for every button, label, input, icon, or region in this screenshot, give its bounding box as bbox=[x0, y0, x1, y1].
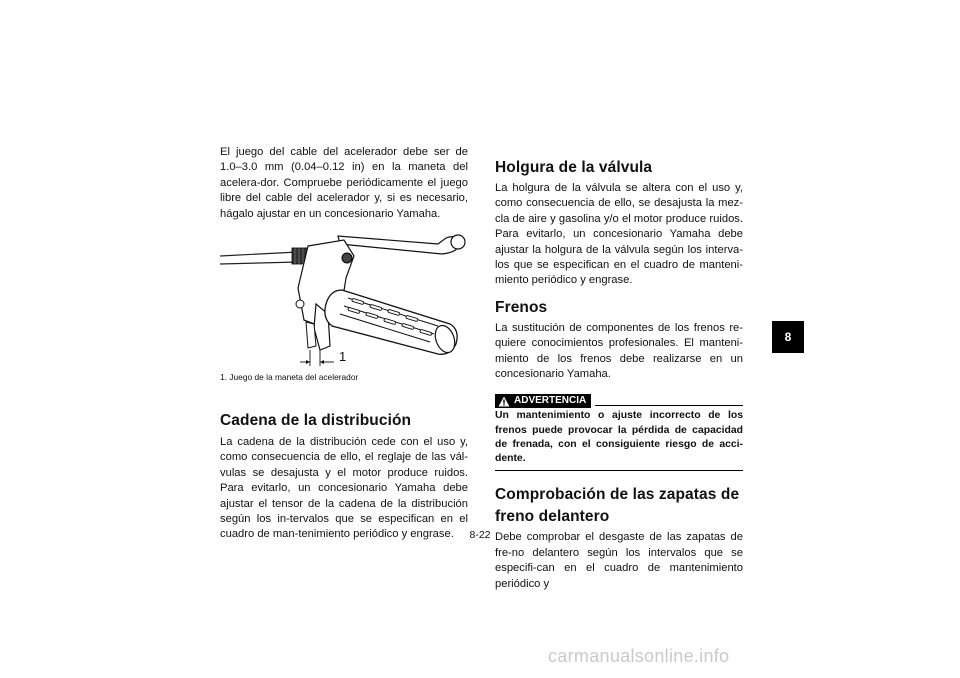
warning-header bbox=[495, 393, 743, 409]
watermark: carmanualsonline.info bbox=[548, 646, 730, 666]
brakes-heading: Frenos bbox=[495, 298, 548, 316]
valve-clearance-paragraph: La holgura de la válvula se altera con el uso y, como consecuencia de ello, se desajusta la mez-cla de aire y gasolina y/o el motor produce ruidos. Para evitarlo, un concesionario Yamaha debe ajustar la holgura de la válvula según los interva-los que se especifican en el cuadro de manteni-miento periódico y engrase. bbox=[495, 182, 743, 287]
warning-triangle-icon bbox=[498, 396, 510, 407]
brake-pads-heading: Comprobación de las zapatas de freno delantero bbox=[495, 486, 740, 526]
right-column bbox=[495, 158, 743, 592]
page-number: 8-22 bbox=[469, 529, 491, 541]
section-tab: 8 bbox=[772, 321, 804, 353]
throttle-lever-illustration bbox=[220, 234, 468, 366]
warning-badge bbox=[495, 394, 591, 408]
timing-chain-heading: Cadena de la distribución bbox=[220, 412, 412, 430]
figure-callout-label: 1 bbox=[339, 349, 347, 365]
left-column bbox=[220, 145, 468, 543]
throttle-intro-paragraph: El juego del cable del acelerador debe ser de 1.0–3.0 mm (0.04–0.12 in) en la maneta del acelera-dor. Compruebe periódicamente el juego libre del cable del acelerador y, si es necesario, hágalo ajustar en un concesionario Yamaha. bbox=[220, 146, 468, 220]
timing-chain-paragraph: La cadena de la distribución cede con el uso y, como consecuencia de ello, el reglaje de las vál-vulas se desajusta y el motor produce ruidos. Para evitarlo, un concesionario Yamaha debe ajustar el tensor de la cadena de la distribución según los in-tervalos que se especifican en el cuadro de man-tenimiento periódico y engrase. bbox=[220, 436, 468, 541]
throttle-lever-figure bbox=[220, 234, 468, 366]
warning-rule bbox=[595, 405, 743, 406]
brake-pads-paragraph: Debe comprobar el desgaste de las zapatas de fre-no delantero según los intervalos que se especifi-can en el cuadro de mantenimiento periódico y bbox=[495, 531, 743, 590]
warning-text: Un mantenimiento o ajuste incorrecto de los frenos puede provocar la pérdida de capacidad de frenada, con el consiguiente riesgo de acci-dente. bbox=[495, 409, 743, 471]
brakes-paragraph: La sustitución de componentes de los frenos re-quiere conocimientos profesionales. El manteni-miento de los frenos debe realizarse en un concesionario Yamaha. bbox=[495, 321, 743, 381]
figure-caption: 1. Juego de la maneta del acelerador bbox=[220, 372, 359, 383]
warning-label: ADVERTENCIA bbox=[514, 395, 587, 407]
valve-clearance-heading: Holgura de la válvula bbox=[495, 159, 653, 176]
